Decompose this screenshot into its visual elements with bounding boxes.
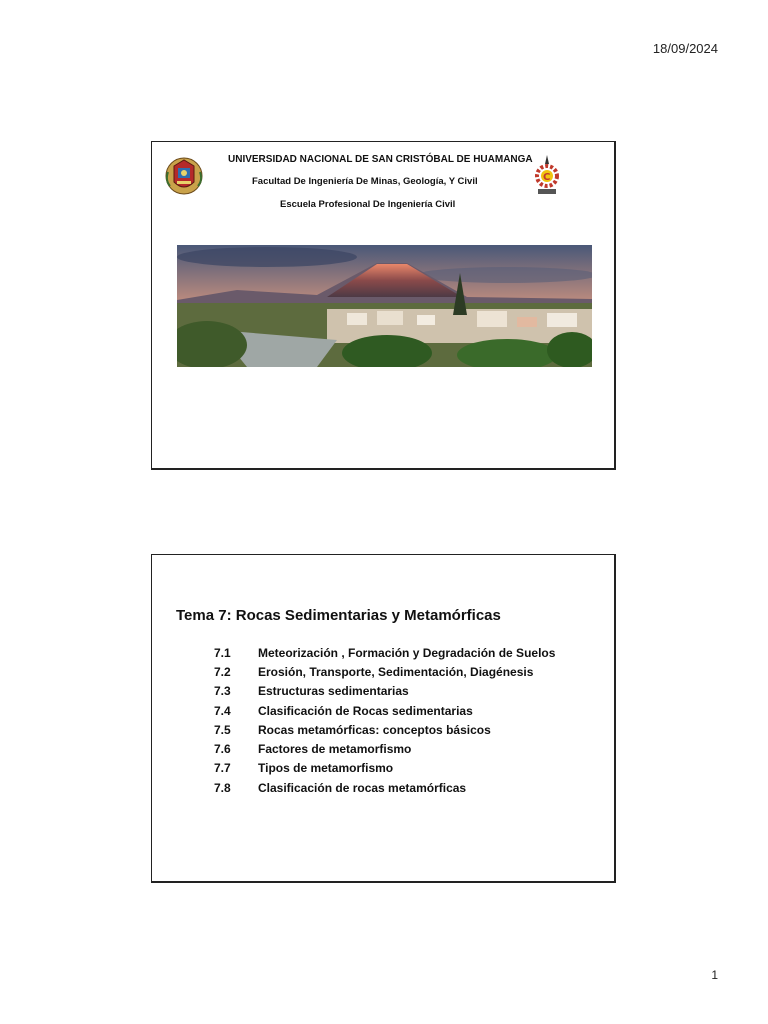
item-text: Erosión, Transporte, Sedimentación, Diagénesis (258, 664, 534, 679)
page-number: 1 (711, 968, 718, 982)
slide-topic-outline (151, 554, 616, 883)
list-item (214, 720, 555, 739)
civil-engineering-logo-icon (532, 154, 562, 196)
faculty-name: Facultad De Ingeniería De Minas, Geología, Y Civil (252, 176, 478, 187)
item-text: Clasificación de Rocas sedimentarias (258, 703, 473, 718)
university-name: UNIVERSIDAD NACIONAL DE SAN CRISTÓBAL DE HUAMANGA (228, 154, 533, 165)
item-text: Rocas metamórficas: conceptos básicos (258, 722, 491, 737)
item-number: 7.6 (214, 742, 231, 757)
slide-title: Tema 7: Rocas Sedimentarias y Metamórficas (176, 607, 501, 624)
volcano-city-landscape-photo (177, 245, 592, 367)
item-number: 7.7 (214, 761, 231, 776)
item-number: 7.5 (214, 722, 231, 737)
list-item (214, 739, 555, 758)
university-crest-icon (164, 154, 204, 196)
item-text: Factores de metamorfismo (258, 742, 412, 757)
slide-title-page (151, 141, 616, 470)
list-item (214, 662, 555, 681)
item-number: 7.2 (214, 664, 231, 679)
list-item (214, 643, 555, 662)
print-date: 18/09/2024 (652, 41, 718, 56)
list-item (214, 778, 555, 797)
item-text: Tipos de metamorfismo (258, 761, 394, 776)
item-number: 7.1 (214, 645, 231, 660)
item-number: 7.8 (214, 780, 231, 795)
item-number: 7.3 (214, 684, 231, 699)
list-item (214, 701, 555, 720)
school-name: Escuela Profesional De Ingeniería Civil (280, 199, 456, 210)
item-number: 7.4 (214, 703, 231, 718)
list-item (214, 682, 555, 701)
item-text: Clasificación de rocas metamórficas (258, 780, 467, 795)
topic-list (214, 643, 555, 797)
item-text: Estructuras sedimentarias (258, 684, 409, 699)
item-text: Meteorización , Formación y Degradación de Suelos (258, 645, 556, 660)
svg-text:C: C (543, 172, 551, 183)
list-item (214, 759, 555, 778)
